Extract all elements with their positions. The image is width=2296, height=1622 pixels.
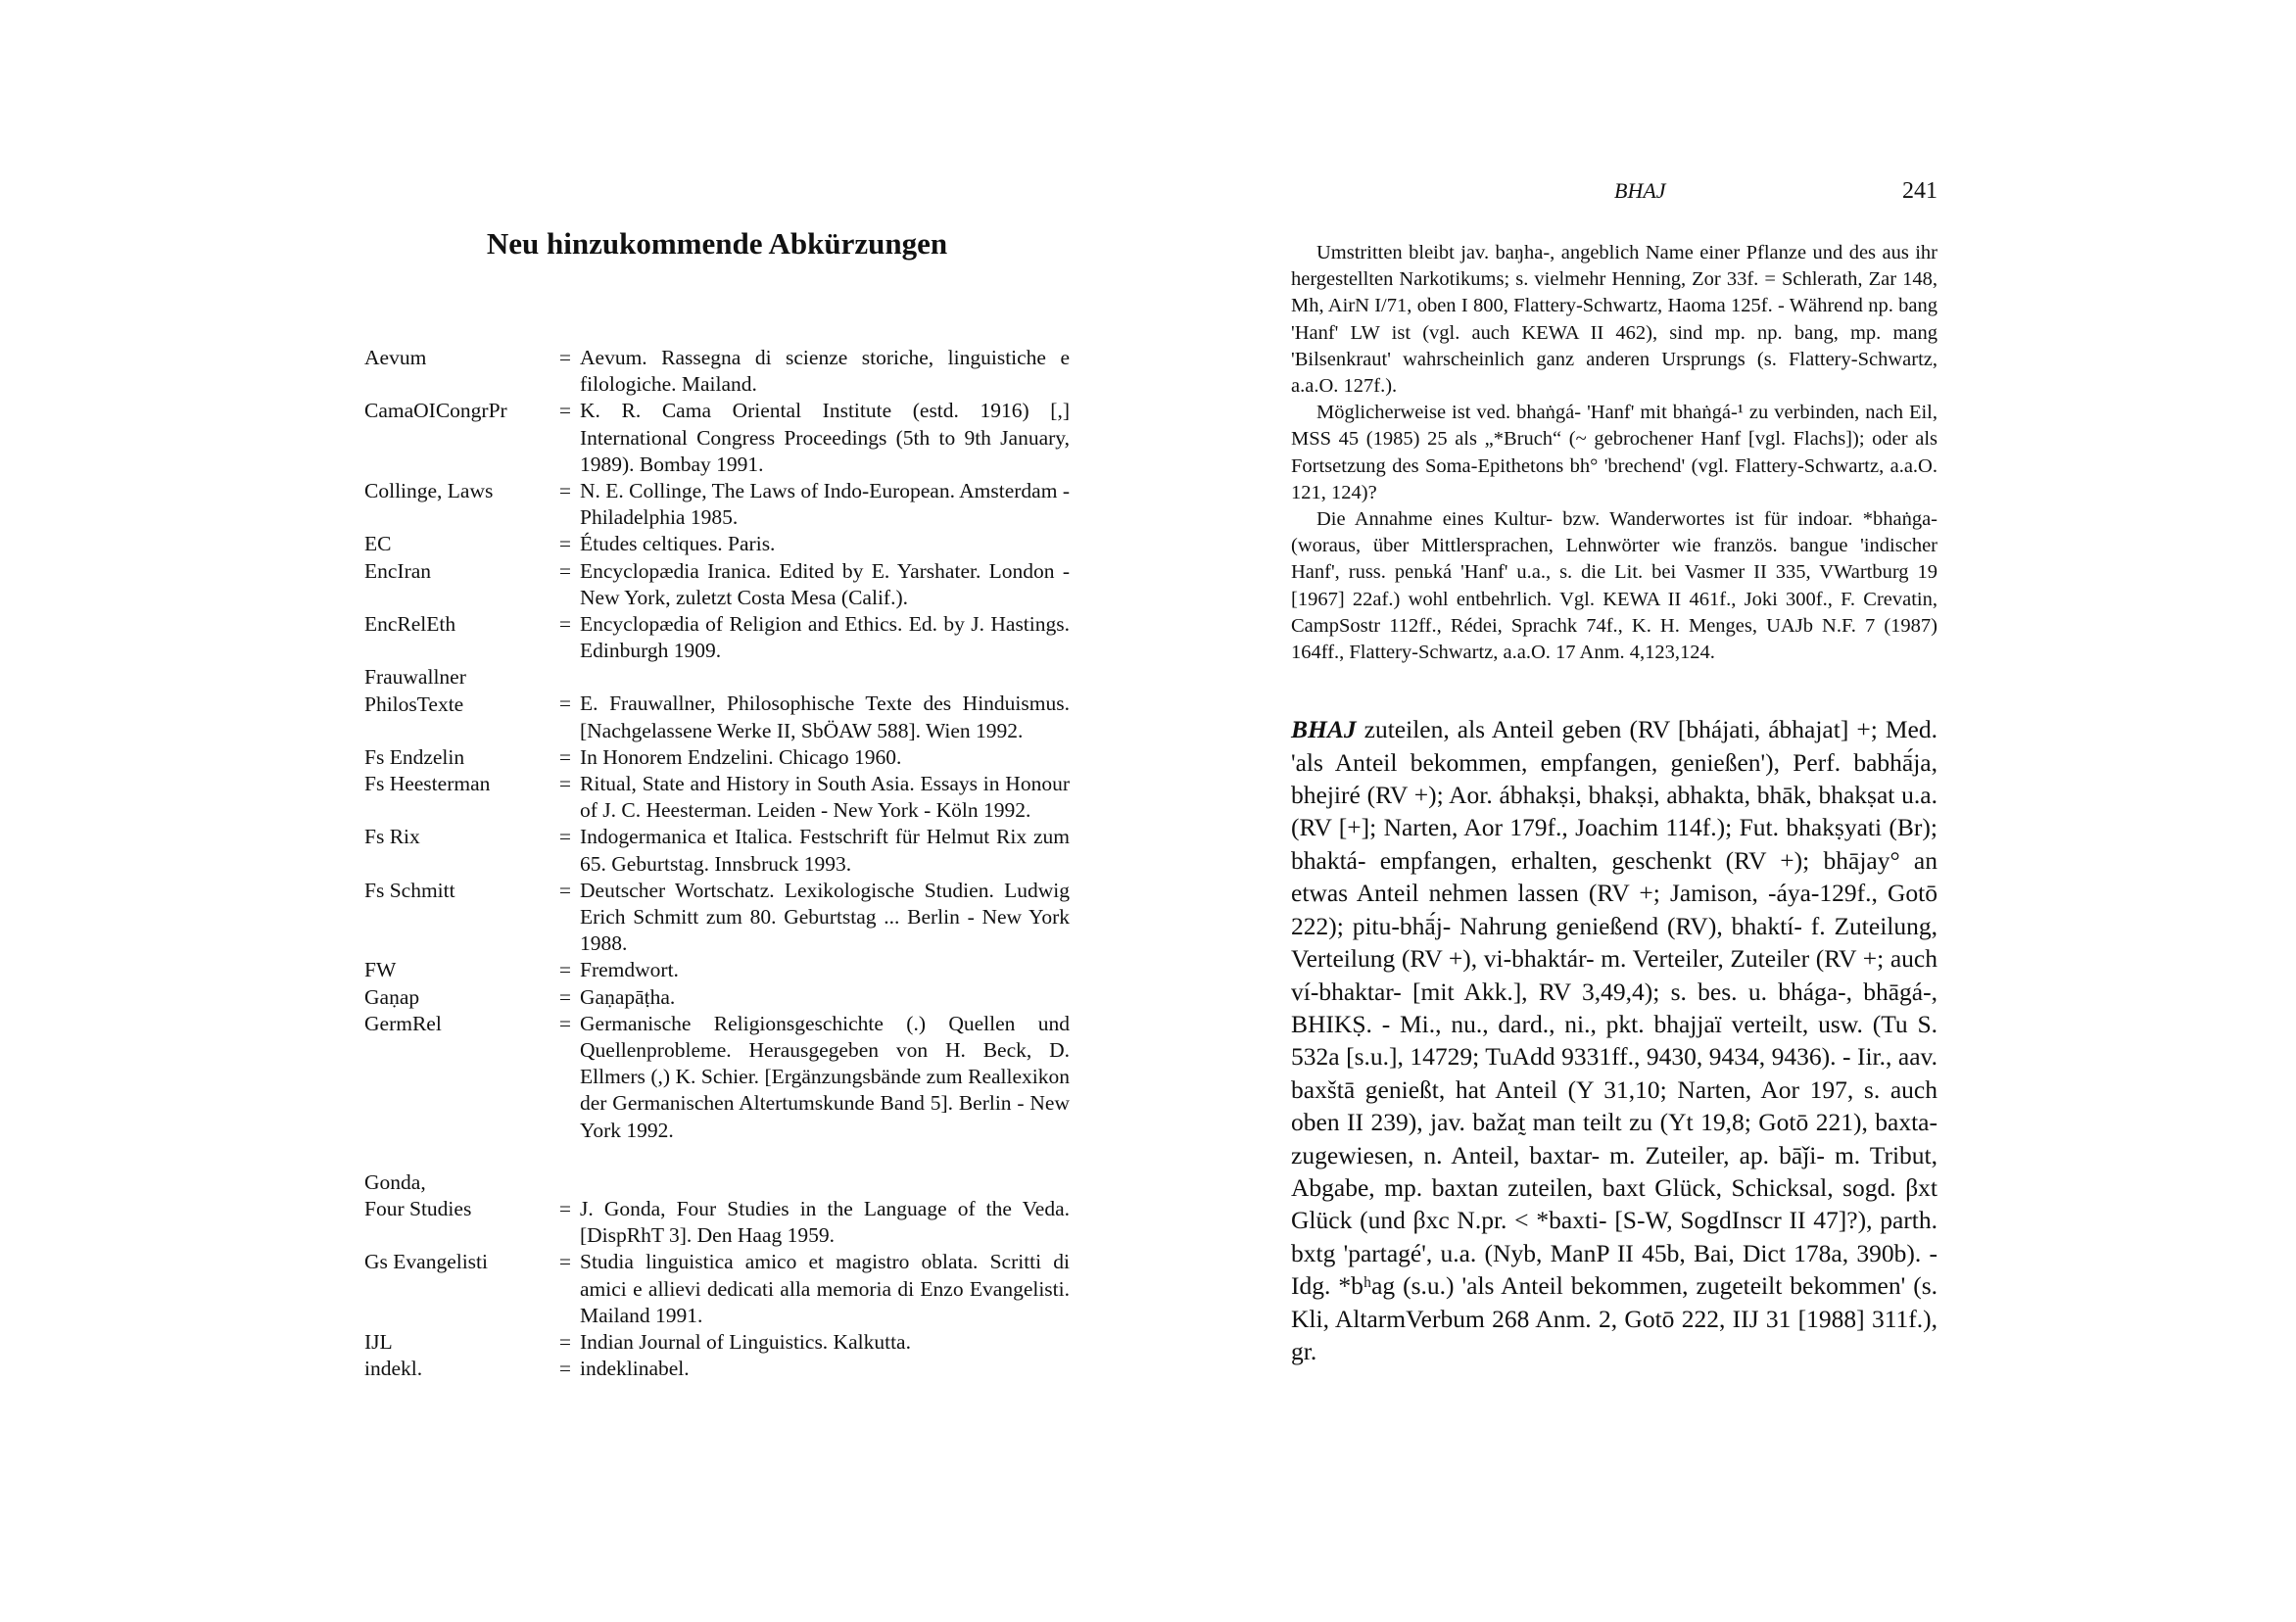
list-item bbox=[364, 398, 1070, 478]
left-page bbox=[364, 225, 1070, 1382]
entry-headword: BHAJ bbox=[1291, 715, 1357, 744]
page-number: 241 bbox=[1902, 178, 1937, 204]
abbr-definition: Encyclopædia of Religion and Ethics. Ed. by J. Hastings. Edinburgh 1909. bbox=[580, 612, 1070, 663]
right-page bbox=[1291, 178, 1937, 1367]
abbr-definition: K. R. Cama Oriental Institute (estd. 1916) [,] International Congress Proceedings (5th to 9th January, 1989). Bombay 1991. bbox=[580, 399, 1070, 476]
abbr-term: Fs Rix bbox=[364, 825, 420, 849]
abbr-term: Fs Schmitt bbox=[364, 878, 455, 902]
equals-sign: = bbox=[558, 1357, 572, 1381]
abbr-term: indekl. bbox=[364, 1357, 423, 1381]
list-item bbox=[364, 531, 1070, 557]
abbr-term: Aevum bbox=[364, 346, 427, 369]
entry-body: zuteilen, als Anteil geben (RV [bhájati, ábhajat] +; Med. 'als Anteil bekommen, empfangen, genießen'), Perf. babhā́ja, bhejiré (RV +); Aor. ábhakṣi, bhakṣi, abhakta, bhāk, bhakṣat u.a. (RV [+]; Narten, Aor 179f., Joachim 114f.); Fut. bhakṣyati (Br); bhaktá- empfangen, erhalten, geschenkt (RV +); bhājay° an etwas Anteil nehmen lassen (RV +; Jamison, -áya-129f., Gotō 222); pitu-bhā́j- Nahrung genießend (RV), bhaktí- f. Zuteilung, Verteilung (RV +), vi-bhaktár- m. Verteiler, Zuteiler (RV +; auch ví-bhaktar- [mit Akk.], RV 3,49,4); s. bes. u. bhága-, bhāgá-, BHIKṢ. - Mi., nu., dard., ni., pkt. bhajjaï verteilt, usw. (Tu S. 532a [s.u.], 14729; TuAdd 9331ff., 9430, 9434, 9436). - Iir., aav. baxštā genießt, hat Anteil (Y 31,10; Narten, Aor 197, s. auch oben II 239), jav. bažat̰ man teilt zu (Yt 19,8; Gotō 221), baxta- zugewiesen, n. Anteil, baxtar- m. Zuteiler, ap. bāǰi- m. Tribut, Abgabe, mp. baxtan zuteilen, baxt Glück, Schicksal, sogd. βxt Glück (und βxc N.pr. < *baxti- [S-W, SogdInscr II 47]?), parth. bxtg 'partagé', u.a. (Nyb, ManP II 45b, Bai, Dict 178a, 390b). - Idg. *bʰag (s.u.) 'als Anteil bekommen, zugeteilt bekommen' (s. Kli, AltarmVerbum 268 Anm. 2, Gotō 222, IIJ 31 [1988] 311f.), gr. bbox=[1291, 715, 1937, 1365]
equals-sign: = bbox=[558, 692, 572, 716]
abbr-term: Gs Evangelisti bbox=[364, 1250, 488, 1274]
list-item bbox=[364, 1329, 1070, 1356]
list-item bbox=[364, 878, 1070, 958]
list-item bbox=[364, 771, 1070, 824]
paragraph: Die Annahme eines Kultur- bzw. Wanderwortes ist für indoar. *bhaṅga- (woraus, über Mittlersprachen, Lehnwörter wie französ. bangue 'indischer Hanf', russ. penьká 'Hanf' u.a., s. die Lit. bei Vasmer II 335, VWartburg 19 [1967] 22af.) wohl entbehrlich. Vgl. KEWA II 461f., Joki 300f., F. Crevatin, CampSostr 112ff., Rédei, Sprachk 74f., K. H. Menges, UAJb N.F. 7 (1987) 164ff., Flattery-Schwartz, a.a.O. 17 Anm. 4,123,124. bbox=[1291, 508, 1937, 664]
abbr-term: Collinge, Laws bbox=[364, 479, 494, 503]
equals-sign: = bbox=[558, 558, 572, 583]
list-item bbox=[364, 664, 1070, 743]
list-item bbox=[364, 558, 1070, 611]
abbr-definition: Germanische Religionsgeschichte (.) Quellen und Quellenprobleme. Herausgegeben von H. Beck, D. Ellmers (,) K. Schier. [Ergänzungsbände zum Reallexikon der Germanischen Altertumskunde Band 5]. Berlin - New York 1992. bbox=[580, 1011, 1070, 1142]
abbr-definition: N. E. Collinge, The Laws of Indo-European. Amsterdam - Philadelphia 1985. bbox=[580, 479, 1070, 530]
abbr-term: Frauwallner PhilosTexte bbox=[364, 665, 466, 716]
abbr-definition: In Honorem Endzelini. Chicago 1960. bbox=[580, 744, 902, 769]
equals-sign: = bbox=[558, 1329, 572, 1354]
running-head: BHAJ bbox=[1614, 178, 1666, 203]
equals-sign: = bbox=[558, 1196, 572, 1220]
list-item bbox=[364, 1011, 1070, 1144]
abbr-term: EC bbox=[364, 532, 392, 556]
abbr-term: Gaṇap bbox=[364, 984, 420, 1009]
abbr-definition: Fremdwort. bbox=[580, 958, 679, 982]
lexicon-entry bbox=[1291, 713, 1937, 1367]
abbr-definition: E. Frauwallner, Philosophische Texte des Hinduismus. [Nachgelassene Werke II, SbÖAW 588]. Wien 1992. bbox=[580, 692, 1070, 742]
abbr-definition: Gaṇapāṭha. bbox=[580, 984, 676, 1009]
abbr-term: GermRel bbox=[364, 1011, 442, 1035]
list-item bbox=[364, 957, 1070, 983]
list-item bbox=[364, 611, 1070, 664]
abbr-definition: Indian Journal of Linguistics. Kalkutta. bbox=[580, 1329, 911, 1354]
list-item bbox=[364, 478, 1070, 531]
list-item bbox=[364, 984, 1070, 1011]
equals-sign: = bbox=[558, 479, 572, 503]
abbreviation-list bbox=[364, 345, 1070, 1382]
equals-sign: = bbox=[558, 878, 572, 902]
abbr-term: FW bbox=[364, 958, 397, 982]
list-item bbox=[364, 345, 1070, 398]
paragraph: Umstritten bleibt jav. baŋha-, angeblich Name einer Pflanze und des aus ihr hergestellten Narkotikums; s. vielmehr Henning, Zor 33f. = Schlerath, Zar 148, Mh, AirN I/71, oben I 800, Flattery-Schwartz, Haoma 125f. - Während np. bang 'Hanf' LW ist (vgl. auch KEWA II 462), sind mp. np. bang, mp. mang 'Bilsenkraut' wahrscheinlich ganz anderen Ursprungs (s. Flattery-Schwartz, a.a.O. 127f.). bbox=[1291, 242, 1937, 398]
abbr-definition: Deutscher Wortschatz. Lexikologische Studien. Ludwig Erich Schmitt zum 80. Geburtstag ... Berlin - New York 1988. bbox=[580, 878, 1070, 956]
abbr-definition: Studia linguistica amico et magistro oblata. Scritti di amici e allievi dedicati alla memoria di Enzo Evangelisti. Mailand 1991. bbox=[580, 1250, 1070, 1327]
equals-sign: = bbox=[558, 532, 572, 556]
equals-sign: = bbox=[558, 825, 572, 849]
equals-sign: = bbox=[558, 744, 572, 769]
abbr-term: Gonda, Four Studies bbox=[364, 1169, 472, 1221]
equals-sign: = bbox=[558, 346, 572, 369]
abbr-definition: Indogermanica et Italica. Festschrift für Helmut Rix zum 65. Geburtstag. Innsbruck 1993. bbox=[580, 825, 1070, 876]
page-title: Neu hinzukommende Abkürzungen bbox=[486, 226, 948, 261]
abbr-term: CamaOICongrPr bbox=[364, 399, 507, 423]
paragraph: Möglicherweise ist ved. bhaṅgá- 'Hanf' mit bhaṅgá-¹ zu verbinden, nach Eil, MSS 45 (1985) 25 als „*Bruch“ (~ gebrochener Hanf [vgl. Flachs]); oder als Fortsetzung des Soma-Epithetons bh° 'brechend' (vgl. Flattery-Schwartz, a.a.O. 121, 124)? bbox=[1291, 402, 1937, 503]
equals-sign: = bbox=[558, 958, 572, 982]
equals-sign: = bbox=[558, 772, 572, 796]
equals-sign: = bbox=[558, 984, 572, 1009]
equals-sign: = bbox=[558, 1011, 572, 1035]
abbr-definition: J. Gonda, Four Studies in the Language of the Veda. [DispRhT 3]. Den Haag 1959. bbox=[580, 1196, 1070, 1248]
abbr-definition: Encyclopædia Iranica. Edited by E. Yarshater. London - New York, zuletzt Costa Mesa (Calif.). bbox=[580, 558, 1070, 609]
list-item bbox=[364, 744, 1070, 771]
list-item bbox=[364, 1249, 1070, 1329]
page-header bbox=[1291, 178, 1937, 205]
abbr-term: Fs Endzelin bbox=[364, 744, 465, 769]
equals-sign: = bbox=[558, 1250, 572, 1274]
abbr-definition: Ritual, State and History in South Asia. Essays in Honour of J. C. Heesterman. Leiden - New York - Köln 1992. bbox=[580, 772, 1070, 823]
equals-sign: = bbox=[558, 612, 572, 637]
list-item bbox=[364, 1169, 1070, 1249]
notes-block bbox=[1291, 240, 1937, 666]
abbr-definition: indeklinabel. bbox=[580, 1357, 690, 1381]
abbr-definition: Études celtiques. Paris. bbox=[580, 532, 776, 556]
abbr-term: Fs Heesterman bbox=[364, 772, 491, 796]
abbr-term: IJL bbox=[364, 1329, 393, 1354]
list-item bbox=[364, 824, 1070, 877]
abbr-term: EncIran bbox=[364, 558, 432, 583]
abbr-definition: Aevum. Rassegna di scienze storiche, linguistiche e filologiche. Mailand. bbox=[580, 346, 1070, 397]
abbr-term: EncRelEth bbox=[364, 612, 456, 637]
equals-sign: = bbox=[558, 399, 572, 423]
list-item bbox=[364, 1356, 1070, 1382]
